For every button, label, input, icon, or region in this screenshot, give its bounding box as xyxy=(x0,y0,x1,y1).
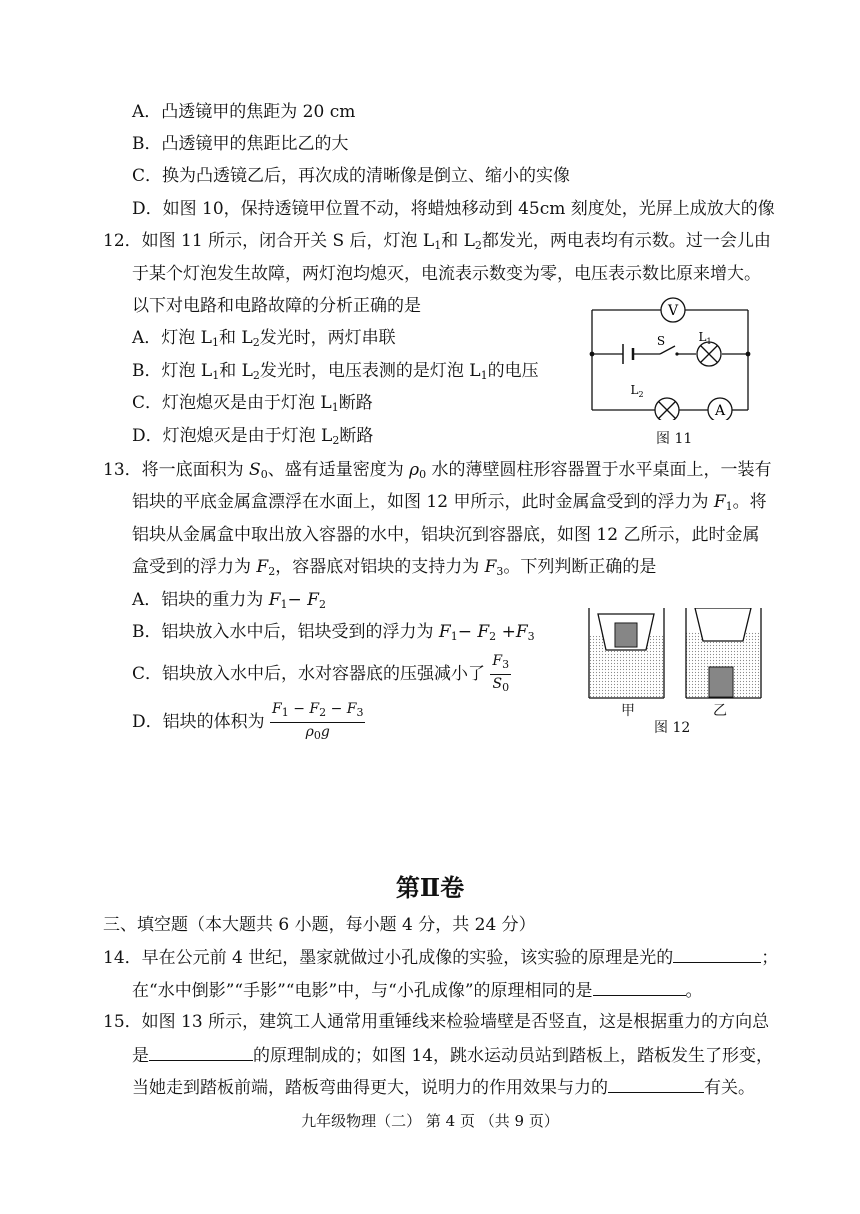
figure-12-label-a: 甲 xyxy=(621,703,635,719)
circuit-diagram-figure-11 xyxy=(585,295,755,420)
container-diagram-figure-12 xyxy=(586,608,766,700)
switch-label: S xyxy=(656,334,666,348)
container-a xyxy=(589,608,664,698)
voltmeter-symbol xyxy=(661,298,685,322)
q13-stem-line2: 铝块的平底金属盒漂浮在水面上，如图 12 甲所示，此时金属盒受到的浮力为 $F_1$。将 xyxy=(132,492,767,513)
lamp-l2-subscript: 2 xyxy=(638,390,644,399)
section-heading: 三、填空题（本大题共 6 小题，每小题 4 分，共 24 分） xyxy=(103,915,536,935)
q12-option-a: A．灯泡 $L_1$和 $L_2$发光时，两灯串联 xyxy=(132,328,396,349)
q15-line3: 当她走到踏板前端，踏板弯曲得更大，说明力的作用效果与力的 有关。 xyxy=(132,1078,755,1098)
q14-answer-blank-1[interactable] xyxy=(673,946,761,963)
q13-stem-line4: 盒受到的浮力为 $F_2$，容器底对铝块的支持力为 $F_3$。下列判断正确的是 xyxy=(132,557,657,578)
q12-option-c: C．灯泡熄灭是由于灯泡 $L_1$断路 xyxy=(132,393,373,414)
q13-option-b: B．铝块放入水中后，铝块受到的浮力为 $F_1- F_2 +F_3$ xyxy=(132,622,535,643)
figure-12-caption: 图 12 xyxy=(654,720,691,736)
q13-option-c: C．铝块放入水中后，水对容器底的压强减小了 $\frac{F_3}{S_0}$ xyxy=(132,652,511,697)
q14-line2: 在“水中倒影”“手影”“电影”中，与“小孔成像”的原理相同的是 。 xyxy=(132,981,703,1001)
ammeter-label: A xyxy=(714,403,726,419)
battery-symbol xyxy=(623,344,633,364)
switch-symbol xyxy=(657,334,679,356)
svg-text:L1 xyxy=(698,330,711,346)
lamp-l2-symbol xyxy=(630,383,679,420)
q12-stem-line3: 以下对电路和电路故障的分析正确的是 xyxy=(132,296,421,316)
q12-option-b: B．灯泡 $L_1$和 $L_2$发光时，电压表测的是灯泡 $L_1$的电压 xyxy=(132,361,539,382)
q11-option-d: D．如图 10，保持透镜甲位置不动，将蜡烛移动到 45cm 刻度处，光屏上成放大的像 xyxy=(132,199,775,219)
q13-option-a: A．铝块的重力为 $F_1- F_2$ xyxy=(132,590,326,611)
q13-option-d: D．铝块的体积为 $\frac{F_1 - F_2 - F_3}{\rho_0g}$ xyxy=(132,700,365,745)
q13-stem-line1: 13．将一底面积为 $S_0$、盛有适量密度为 $\rho_0$ 水的薄壁圆柱形容器置于水平桌面上，一装有 xyxy=(103,460,772,481)
q12-stem-line2: 于某个灯泡发生故障，两灯泡均熄灭，电流表示数变为零，电压表示数比原来增大。 xyxy=(132,264,761,284)
section-title: 第Ⅱ卷 xyxy=(395,873,465,902)
q12-stem-line1: 12．如图 11 所示，闭合开关 S 后，灯泡 $L_1$和 $L_2$都发光，两电表均有示数。过一会儿由 xyxy=(103,231,771,252)
lamp-l1-label: L xyxy=(698,330,707,344)
q12-option-d: D．灯泡熄灭是由于灯泡 $L_2$断路 xyxy=(132,426,374,447)
figure-11-caption: 图 11 xyxy=(656,431,693,447)
q15-answer-blank-2[interactable] xyxy=(608,1076,704,1093)
page-footer: 九年级物理（二） 第 4 页 （共 9 页） xyxy=(301,1112,559,1130)
voltmeter-label: V xyxy=(667,303,679,319)
lamp-l1-symbol xyxy=(697,330,721,366)
q11-option-a: A．凸透镜甲的焦距为 20 cm xyxy=(132,102,356,122)
q13-stem-line3: 铝块从金属盒中取出放入容器的水中，铝块沉到容器底，如图 12 乙所示，此时金属 xyxy=(132,525,760,545)
q11-option-c: C．换为凸透镜乙后，再次成的清晰像是倒立、缩小的实像 xyxy=(132,166,571,186)
lamp-l2-label: L xyxy=(630,383,639,397)
q15-answer-blank-1[interactable] xyxy=(149,1044,253,1061)
q14-line1: 14．早在公元前 4 世纪，墨家就做过小孔成像的实验，该实验的原理是光的 ； xyxy=(103,948,779,968)
q15-line1: 15．如图 13 所示，建筑工人通常用重锤线来检验墙壁是否竖直，这是根据重力的方向总 xyxy=(103,1012,770,1032)
figure-12-label-b: 乙 xyxy=(713,703,727,719)
pressure-fraction: $\frac{F_3}{S_0}$ xyxy=(492,653,510,694)
lamp-l1-subscript: 1 xyxy=(706,337,712,346)
container-b xyxy=(686,608,761,698)
q15-line2: 是 的原理制成的；如图 14，跳水运动员站到踏板上，踏板发生了形变， xyxy=(132,1046,774,1066)
q14-answer-blank-2[interactable] xyxy=(593,979,686,996)
q11-option-b: B．凸透镜甲的焦距比乙的大 xyxy=(132,134,349,154)
svg-text:L2 xyxy=(630,383,643,399)
volume-fraction: $\frac{F_1 - F_2 - F_3}{\rho_0g}$ xyxy=(272,701,364,742)
ammeter-symbol xyxy=(708,398,732,420)
